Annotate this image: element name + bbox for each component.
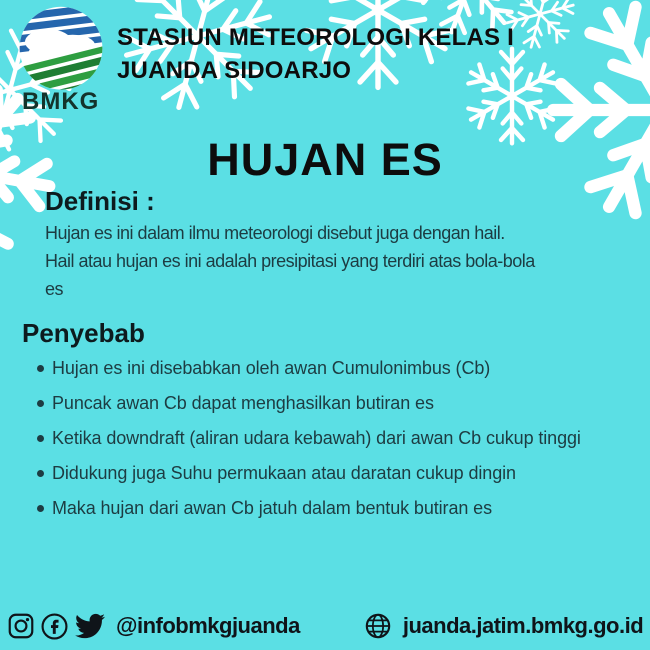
bmkg-logo-label: BMKG xyxy=(22,88,100,115)
globe-icon xyxy=(364,612,392,640)
list-item-text: Didukung juga Suhu permukaan atau daratan cukup dingin xyxy=(52,463,516,483)
definition-line: Hujan es ini dalam ilmu meteorologi disebut juga dengan hail. xyxy=(45,223,505,243)
causes-heading: Penyebab xyxy=(22,318,145,348)
list-item xyxy=(30,386,626,421)
footer xyxy=(0,606,650,646)
instagram-icon xyxy=(8,613,34,639)
social-links xyxy=(8,611,300,641)
definition-line: es xyxy=(45,279,64,299)
bmkg-logo xyxy=(16,5,108,100)
definition-heading: Definisi : xyxy=(45,186,155,216)
list-item xyxy=(30,351,626,386)
website-link xyxy=(364,612,643,640)
definition-line: Hail atau hujan es ini adalah presipitasi yang terdiri atas bola-bola xyxy=(45,251,535,271)
list-item-text: Puncak awan Cb dapat menghasilkan butiran es xyxy=(52,393,434,413)
list-item xyxy=(30,491,626,526)
causes-list xyxy=(30,351,626,526)
list-item xyxy=(30,421,626,456)
list-item-text: Ketika downdraft (aliran udara kebawah) dari awan Cb cukup tinggi xyxy=(52,428,581,448)
list-item-text: Maka hujan dari awan Cb jatuh dalam bentuk butiran es xyxy=(52,498,492,518)
definition-body xyxy=(45,219,645,303)
station-name-line1: STASIUN METEOROLOGI KELAS I xyxy=(117,24,514,51)
list-item-text: Hujan es ini disebabkan oleh awan Cumulonimbus (Cb) xyxy=(52,358,491,378)
social-handle: @infobmkgjuanda xyxy=(116,613,300,638)
website-url: juanda.jatim.bmkg.go.id xyxy=(402,613,644,638)
station-name xyxy=(117,21,514,87)
facebook-icon xyxy=(41,613,68,640)
station-name-line2: JUANDA SIDOARJO xyxy=(117,57,352,84)
list-item xyxy=(30,456,626,491)
twitter-icon xyxy=(75,611,105,641)
page-title: HUJAN ES xyxy=(207,134,443,185)
bmkg-logo-emblem xyxy=(16,5,106,95)
